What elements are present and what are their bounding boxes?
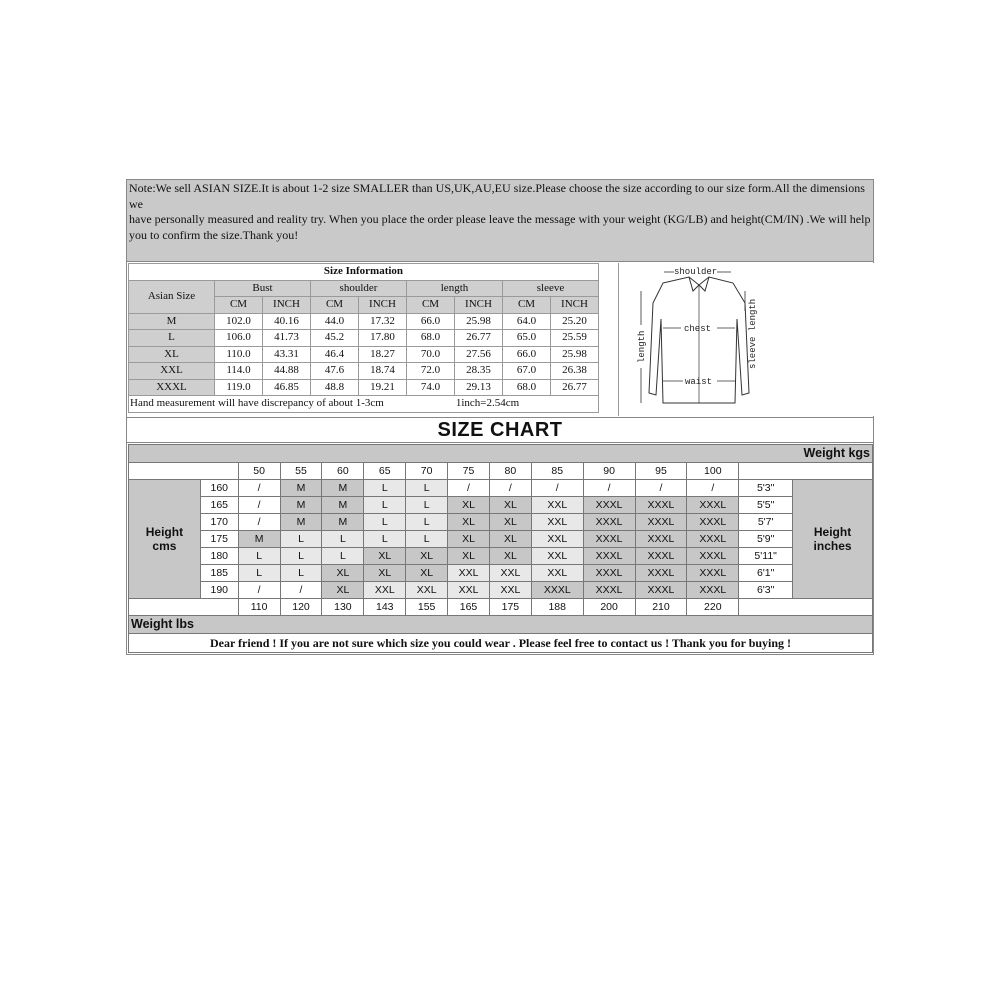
size-cell: XL [406, 565, 448, 582]
shoulder-label: shoulder [674, 267, 718, 277]
size-cell: XXXL [687, 582, 739, 599]
size-cell: XXL [448, 565, 490, 582]
size-cell: XXL [364, 582, 406, 599]
size-note [127, 180, 873, 262]
height-inch-value: 5'3" [739, 480, 793, 497]
lb-value: 188 [531, 599, 583, 616]
size-value: 25.98 [551, 346, 599, 363]
size-sheet [126, 179, 874, 655]
lb-value: 165 [448, 599, 490, 616]
size-value: 26.38 [551, 363, 599, 380]
size-cell: / [280, 582, 322, 599]
size-value: 66.0 [503, 346, 551, 363]
height-inches-label [793, 480, 873, 599]
shoulder-header: shoulder [311, 280, 407, 297]
size-value: 68.0 [407, 330, 455, 347]
lb-value: 110 [238, 599, 280, 616]
unit-inch: INCH [263, 297, 311, 314]
size-cell: L [364, 480, 406, 497]
size-cell: L [364, 497, 406, 514]
size-value: 17.80 [359, 330, 407, 347]
size-value: 67.0 [503, 363, 551, 380]
weight-kgs-label: Weight kgs [129, 445, 873, 463]
blank-cell [129, 599, 239, 616]
lb-value: 220 [687, 599, 739, 616]
size-cell: L [280, 531, 322, 548]
size-cell: / [635, 480, 687, 497]
size-value: 68.0 [503, 379, 551, 396]
shirt-diagram [618, 263, 874, 416]
size-row [129, 330, 599, 347]
size-chart-table [128, 444, 873, 653]
size-value: 46.85 [263, 379, 311, 396]
lb-value: 120 [280, 599, 322, 616]
size-cell: L [364, 514, 406, 531]
size-cell: L [238, 548, 280, 565]
size-value: 74.0 [407, 379, 455, 396]
size-cell: XXL [531, 531, 583, 548]
size-cell: XXXL [687, 531, 739, 548]
chest-label: chest [684, 324, 712, 334]
kg-value: 95 [635, 463, 687, 480]
lb-value: 155 [406, 599, 448, 616]
size-cell: XXL [489, 582, 531, 599]
size-cell: XXXL [687, 565, 739, 582]
size-cell: M [280, 480, 322, 497]
size-value: 46.4 [311, 346, 359, 363]
size-cell: L [322, 548, 364, 565]
sleeve-header: sleeve [503, 280, 599, 297]
weight-lbs-row [129, 616, 873, 634]
height-cms-label [129, 480, 201, 599]
size-cell: XXXL [583, 582, 635, 599]
size-cell: L [238, 565, 280, 582]
height-inch-value: 5'11" [739, 548, 793, 565]
size-value: 65.0 [503, 330, 551, 347]
size-value: 114.0 [215, 363, 263, 380]
height-cms-line1: Height [145, 525, 184, 539]
height-inch-value: 5'5" [739, 497, 793, 514]
size-cell: XXXL [583, 497, 635, 514]
size-cell: / [531, 480, 583, 497]
size-cell: XXL [531, 514, 583, 531]
size-cell: XXL [531, 565, 583, 582]
unit-inch: INCH [551, 297, 599, 314]
size-cell: XXL [448, 582, 490, 599]
size-cell: L [406, 514, 448, 531]
size-cell: / [489, 480, 531, 497]
size-cell: XL [448, 514, 490, 531]
size-value: 44.88 [263, 363, 311, 380]
size-cell: L [406, 497, 448, 514]
height-inch-value: 5'7' [739, 514, 793, 531]
size-cell: L [280, 565, 322, 582]
size-cell: L [406, 480, 448, 497]
size-cell: XXXL [583, 565, 635, 582]
blank-cell [739, 599, 873, 616]
height-cm-value: 170 [200, 514, 238, 531]
measurement-note: Hand measurement will have discrepancy of about 1-3cm [130, 397, 384, 410]
length-header: length [407, 280, 503, 297]
size-cell: XXXL [583, 514, 635, 531]
sleeve-length-label: sleeve length [748, 298, 758, 369]
size-cell: M [322, 514, 364, 531]
size-cell: XL [448, 531, 490, 548]
size-info-title: Size Information [129, 264, 599, 281]
size-value: 44.0 [311, 313, 359, 330]
height-inches-line2: inches [813, 539, 852, 553]
lb-value: 143 [364, 599, 406, 616]
size-label: XXXL [129, 379, 215, 396]
kg-value: 55 [280, 463, 322, 480]
size-value: 18.74 [359, 363, 407, 380]
kgs-row [129, 463, 873, 480]
chart-row [129, 480, 873, 497]
size-label: XL [129, 346, 215, 363]
lb-value: 210 [635, 599, 687, 616]
size-cell: XXXL [635, 565, 687, 582]
lb-value: 175 [489, 599, 531, 616]
size-cell: L [280, 548, 322, 565]
blank-cell [739, 463, 873, 480]
size-information-table [128, 263, 599, 413]
size-cell: / [238, 582, 280, 599]
blank-cell [129, 463, 239, 480]
note-line-3: you to confirm the size.Thank you! [129, 227, 299, 242]
lbs-row [129, 599, 873, 616]
size-cell: M [238, 531, 280, 548]
size-cell: XXL [531, 497, 583, 514]
height-cm-value: 185 [200, 565, 238, 582]
size-cell: XL [448, 548, 490, 565]
inch-conversion: 1inch=2.54cm [455, 397, 520, 410]
size-label: XXL [129, 363, 215, 380]
size-cell: XXXL [583, 531, 635, 548]
size-label: L [129, 330, 215, 347]
size-cell: XXXL [583, 548, 635, 565]
size-value: 40.16 [263, 313, 311, 330]
lb-value: 130 [322, 599, 364, 616]
size-cell: / [687, 480, 739, 497]
size-cell: XXL [531, 548, 583, 565]
kg-value: 90 [583, 463, 635, 480]
size-cell: XXXL [687, 514, 739, 531]
size-value: 27.56 [455, 346, 503, 363]
height-inch-value: 6'1" [739, 565, 793, 582]
size-value: 25.59 [551, 330, 599, 347]
size-cell: XXXL [687, 548, 739, 565]
size-value: 17.32 [359, 313, 407, 330]
size-info-footer-row [129, 396, 599, 413]
chart-row [129, 531, 873, 548]
size-row [129, 313, 599, 330]
size-cell: M [322, 480, 364, 497]
height-inches-line1: Height [813, 525, 852, 539]
size-value: 106.0 [215, 330, 263, 347]
size-cell: L [322, 531, 364, 548]
size-cell: / [238, 497, 280, 514]
size-value: 66.0 [407, 313, 455, 330]
height-cms-line2: cms [152, 539, 177, 553]
size-value: 43.31 [263, 346, 311, 363]
chart-footer: Dear friend ! If you are not sure which size you could wear . Please feel free to contact us ! Thank you for buying ! [129, 634, 873, 653]
unit-cm: CM [215, 297, 263, 314]
size-cell: XXXL [635, 497, 687, 514]
height-cm-value: 175 [200, 531, 238, 548]
height-inch-value: 6'3" [739, 582, 793, 599]
kg-value: 50 [238, 463, 280, 480]
size-info-footer [129, 396, 599, 413]
size-cell: XL [489, 514, 531, 531]
size-cell: XL [322, 582, 364, 599]
unit-cm: CM [407, 297, 455, 314]
size-value: 45.2 [311, 330, 359, 347]
weight-lbs-label: Weight lbs [129, 616, 873, 634]
size-chart-title: SIZE CHART [127, 417, 873, 443]
size-cell: M [322, 497, 364, 514]
kg-value: 60 [322, 463, 364, 480]
size-cell: XXXL [531, 582, 583, 599]
size-value: 25.20 [551, 313, 599, 330]
size-cell: XXXL [687, 497, 739, 514]
size-cell: XXL [406, 582, 448, 599]
asian-size-header: Asian Size [129, 280, 215, 313]
chart-footer-row [129, 634, 873, 653]
size-value: 25.98 [455, 313, 503, 330]
size-value: 72.0 [407, 363, 455, 380]
kg-value: 65 [364, 463, 406, 480]
size-cell: / [448, 480, 490, 497]
size-value: 64.0 [503, 313, 551, 330]
height-cm-value: 180 [200, 548, 238, 565]
size-cell: XXL [489, 565, 531, 582]
note-line-2: have personally measured and reality try. When you place the order please leave the message with your weight (KG/LB) and height(CM/IN) .We will help [129, 212, 871, 226]
note-line-1: Note:We sell ASIAN SIZE.It is about 1-2 size SMALLER than US,UK,AU,EU size.Please choose the size according to our size form.All the dimensions we [129, 181, 865, 211]
size-cell: XXXL [635, 531, 687, 548]
unit-cm: CM [503, 297, 551, 314]
size-value: 41.73 [263, 330, 311, 347]
height-cm-value: 160 [200, 480, 238, 497]
size-cell: M [280, 497, 322, 514]
size-value: 29.13 [455, 379, 503, 396]
height-cm-value: 190 [200, 582, 238, 599]
unit-cm: CM [311, 297, 359, 314]
size-cell: XL [322, 565, 364, 582]
chart-row [129, 565, 873, 582]
size-cell: XL [489, 548, 531, 565]
size-value: 48.8 [311, 379, 359, 396]
size-cell: L [406, 531, 448, 548]
size-cell: / [583, 480, 635, 497]
kg-value: 85 [531, 463, 583, 480]
unit-inch: INCH [455, 297, 503, 314]
size-value: 18.27 [359, 346, 407, 363]
size-value: 110.0 [215, 346, 263, 363]
height-cm-value: 165 [200, 497, 238, 514]
size-cell: XL [364, 548, 406, 565]
lb-value: 200 [583, 599, 635, 616]
shirt-outline-icon [619, 263, 874, 416]
length-label: length [637, 330, 647, 363]
kg-value: 100 [687, 463, 739, 480]
size-value: 70.0 [407, 346, 455, 363]
size-cell: XXXL [635, 582, 687, 599]
size-row [129, 379, 599, 396]
size-label: M [129, 313, 215, 330]
bust-header: Bust [215, 280, 311, 297]
size-cell: L [364, 531, 406, 548]
size-row [129, 346, 599, 363]
height-inch-value: 5'9" [739, 531, 793, 548]
size-cell: XL [448, 497, 490, 514]
kg-value: 75 [448, 463, 490, 480]
size-cell: XL [489, 531, 531, 548]
size-cell: XL [489, 497, 531, 514]
kg-value: 70 [406, 463, 448, 480]
size-value: 119.0 [215, 379, 263, 396]
chart-row [129, 548, 873, 565]
size-row [129, 363, 599, 380]
size-value: 47.6 [311, 363, 359, 380]
size-cell: XL [406, 548, 448, 565]
unit-inch: INCH [359, 297, 407, 314]
size-cell: M [280, 514, 322, 531]
size-value: 19.21 [359, 379, 407, 396]
size-value: 26.77 [455, 330, 503, 347]
chart-row [129, 497, 873, 514]
size-value: 28.35 [455, 363, 503, 380]
waist-label: waist [685, 377, 713, 387]
chart-row [129, 514, 873, 531]
chart-row [129, 582, 873, 599]
size-cell: / [238, 480, 280, 497]
size-cell: XL [364, 565, 406, 582]
size-value: 26.77 [551, 379, 599, 396]
size-cell: XXXL [635, 548, 687, 565]
size-cell: / [238, 514, 280, 531]
kg-value: 80 [489, 463, 531, 480]
size-value: 102.0 [215, 313, 263, 330]
size-cell: XXXL [635, 514, 687, 531]
